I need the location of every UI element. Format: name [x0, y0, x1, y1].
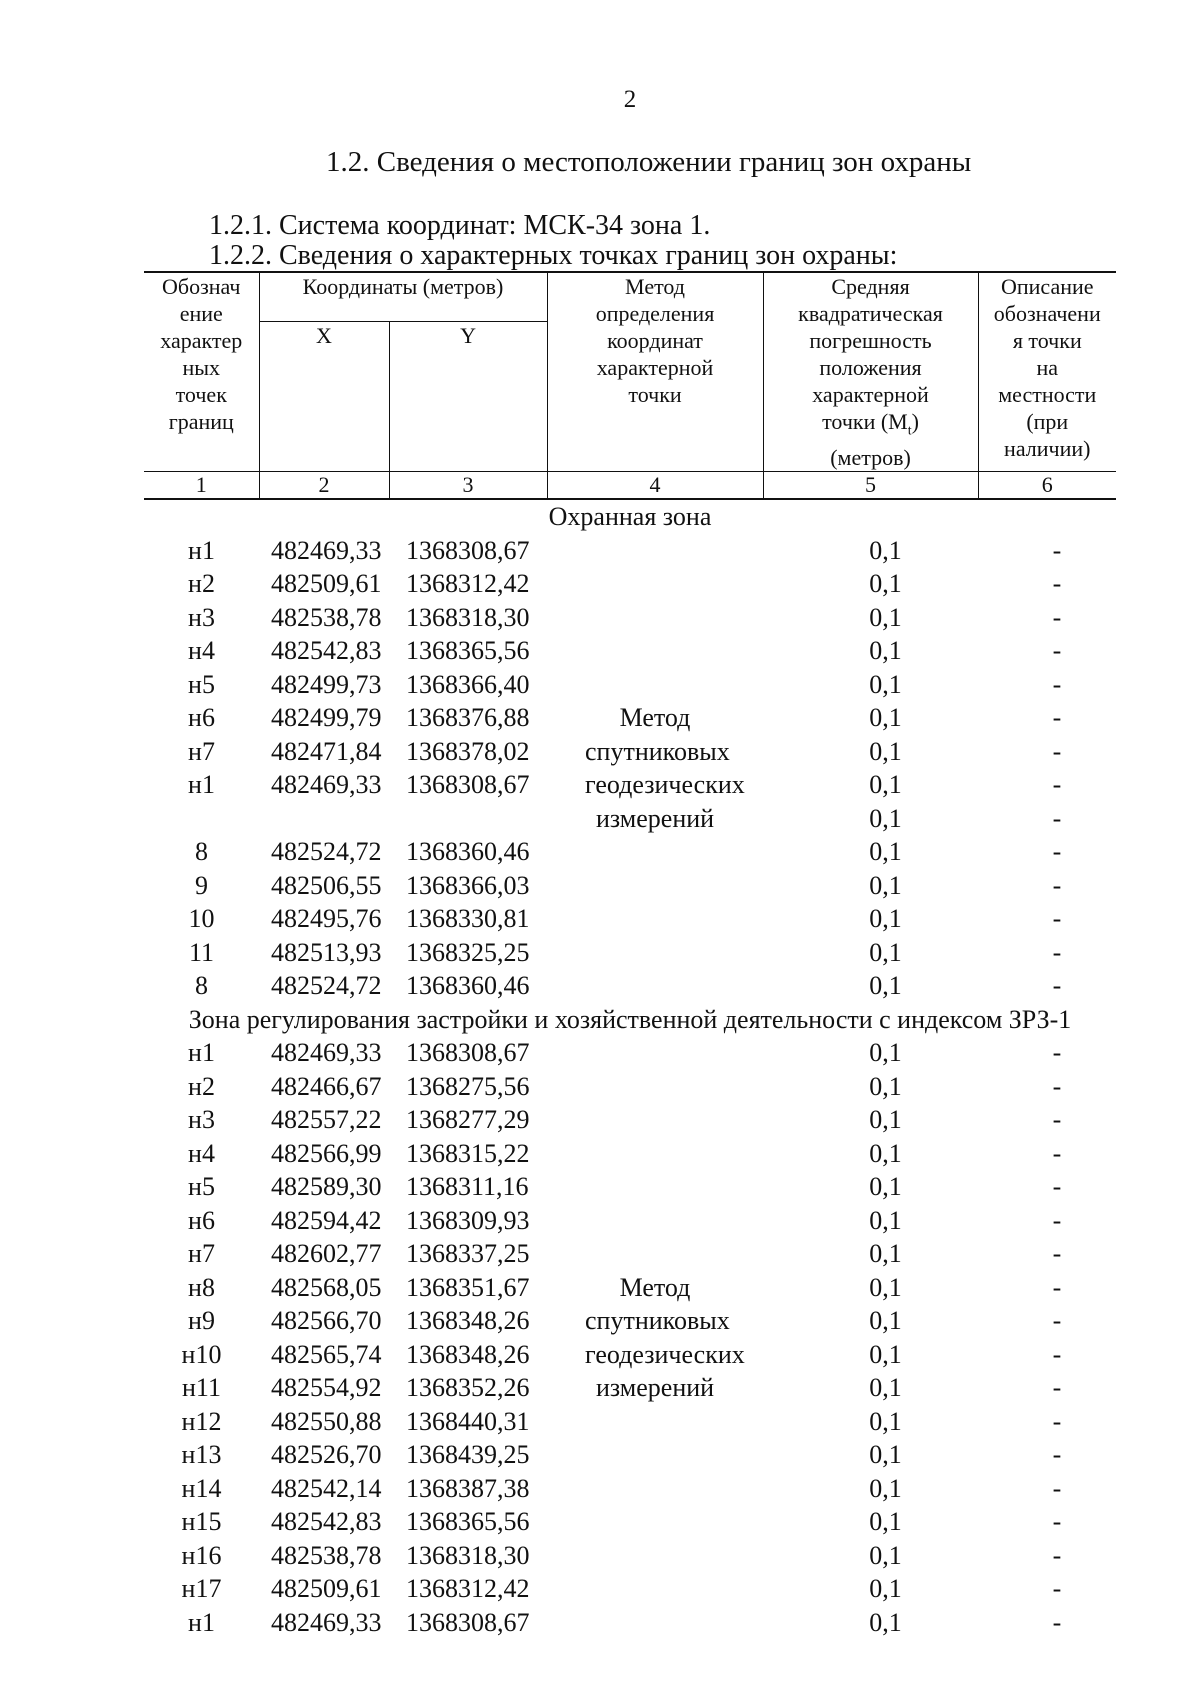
- column-numbers-row: [144, 472, 1116, 500]
- coord-x: 482499,73: [271, 669, 382, 699]
- accuracy-value: 0,1: [869, 971, 902, 1001]
- description-value: -: [1052, 1406, 1062, 1436]
- coord-x: 482589,30: [271, 1172, 382, 1202]
- coord-y: 1368440,31: [406, 1406, 530, 1436]
- coord-y: 1368311,16: [406, 1172, 529, 1202]
- coord-y: 1368325,25: [406, 937, 530, 967]
- accuracy-value: 0,1: [869, 1306, 902, 1336]
- description-value: -: [1052, 1105, 1062, 1135]
- accuracy-value: 0,1: [869, 1272, 902, 1302]
- coord-x: 482499,79: [271, 703, 382, 733]
- coord-y: 1368312,42: [406, 569, 530, 599]
- coord-y: 1368309,93: [406, 1205, 530, 1235]
- description-value: -: [1052, 770, 1062, 800]
- description-value: -: [1052, 602, 1062, 632]
- accuracy-value: 0,1: [869, 1373, 902, 1403]
- accuracy-value: 0,1: [869, 1607, 902, 1637]
- description-value: -: [1052, 937, 1062, 967]
- description-value: -: [1052, 803, 1062, 833]
- description-value: -: [1052, 1306, 1062, 1336]
- description-value: -: [1052, 636, 1062, 666]
- point-id: 10: [188, 904, 215, 934]
- boundary-points-table: [144, 271, 1116, 1639]
- point-id: 8: [195, 837, 208, 867]
- header-coordinates: Координаты (метров): [259, 272, 547, 322]
- coord-y: 1368318,30: [406, 1540, 530, 1570]
- coord-y: 1368275,56: [406, 1071, 530, 1101]
- header-point-designation: Обознач ение характер ных точек границ: [144, 272, 259, 472]
- coord-x: 482542,83: [271, 636, 382, 666]
- accuracy-value: 0,1: [869, 837, 902, 867]
- accuracy-value: 0,1: [869, 569, 902, 599]
- coord-x: 482469,33: [271, 1038, 382, 1068]
- description-value: -: [1052, 1339, 1062, 1369]
- coord-y: 1368308,67: [406, 1038, 530, 1068]
- point-id: н10: [181, 1339, 222, 1369]
- coord-y: 1368351,67: [406, 1272, 530, 1302]
- point-id: 9: [195, 870, 208, 900]
- accuracy-value: 0,1: [869, 1172, 902, 1202]
- description-value: -: [1052, 1574, 1062, 1604]
- accuracy-value: 0,1: [869, 669, 902, 699]
- coord-x: 482513,93: [271, 937, 382, 967]
- description-value: -: [1052, 1373, 1062, 1403]
- point-id: н2: [188, 1071, 215, 1101]
- accuracy-value: 0,1: [869, 535, 902, 565]
- section-title-row: [144, 1003, 1116, 1037]
- point-id: 8: [195, 971, 208, 1001]
- point-id: н7: [188, 736, 215, 766]
- point-id: н6: [188, 703, 215, 733]
- description-value: -: [1052, 1272, 1062, 1302]
- point-id: 11: [188, 937, 215, 967]
- coord-y: 1368277,29: [406, 1105, 530, 1135]
- coord-y: 1368387,38: [406, 1473, 530, 1503]
- point-id: н9: [188, 1306, 215, 1336]
- point-id: н3: [188, 1105, 215, 1135]
- point-id: н1: [188, 770, 215, 800]
- coord-x: 482471,84: [271, 736, 382, 766]
- coord-y: 1368348,26: [406, 1339, 530, 1369]
- coord-x: 482526,70: [271, 1440, 382, 1470]
- coord-x: 482469,33: [271, 1607, 382, 1637]
- accuracy-value: 0,1: [869, 1339, 902, 1369]
- point-id: н4: [188, 1138, 215, 1168]
- coord-system-line: 1.2.1. Система координат: МСК-34 зона 1.: [209, 210, 711, 241]
- coord-y: 1368315,22: [406, 1138, 530, 1168]
- accuracy-value: 0,1: [869, 803, 902, 833]
- coord-y: 1368308,67: [406, 770, 530, 800]
- coord-y: [389, 802, 547, 836]
- header-description: Описание обозначени я точки на местности (при наличии): [978, 272, 1116, 472]
- description-value: -: [1052, 669, 1062, 699]
- description-value: -: [1052, 1607, 1062, 1637]
- accuracy-value: 0,1: [869, 636, 902, 666]
- method-cell: Метод спутниковых геодезических измерений: [585, 1272, 745, 1403]
- point-id: н17: [181, 1574, 222, 1604]
- description-value: -: [1052, 736, 1062, 766]
- accuracy-value: 0,1: [869, 1038, 902, 1068]
- coord-x: 482466,67: [271, 1071, 382, 1101]
- coord-y: 1368308,67: [406, 1607, 530, 1637]
- point-id: н7: [188, 1239, 215, 1269]
- coord-x: 482594,42: [271, 1205, 382, 1235]
- description-value: -: [1052, 1540, 1062, 1570]
- coord-y: 1368360,46: [406, 837, 530, 867]
- coord-y: 1368366,40: [406, 669, 530, 699]
- point-id: н4: [188, 636, 215, 666]
- col-number: 2: [259, 472, 389, 500]
- table-row: [144, 534, 1116, 568]
- coord-x: 482565,74: [271, 1339, 382, 1369]
- col-number: 5: [763, 472, 978, 500]
- description-value: -: [1052, 1071, 1062, 1101]
- point-id: н1: [188, 535, 215, 565]
- accuracy-value: 0,1: [869, 602, 902, 632]
- page-number: 2: [623, 86, 637, 113]
- description-value: -: [1052, 1172, 1062, 1202]
- accuracy-value: 0,1: [869, 1239, 902, 1269]
- coord-y: 1368352,26: [406, 1373, 530, 1403]
- point-id: н11: [182, 1373, 221, 1403]
- description-value: -: [1052, 1507, 1062, 1537]
- accuracy-value: 0,1: [869, 1205, 902, 1235]
- description-value: -: [1052, 971, 1062, 1001]
- coord-x: 482566,70: [271, 1306, 382, 1336]
- accuracy-value: 0,1: [869, 1440, 902, 1470]
- point-id: н8: [188, 1272, 215, 1302]
- coord-x: 482550,88: [271, 1406, 382, 1436]
- coord-x: 482524,72: [271, 971, 382, 1001]
- coord-y: 1368365,56: [406, 636, 530, 666]
- description-value: -: [1052, 1038, 1062, 1068]
- col-number: 4: [547, 472, 763, 500]
- section-title-row: [144, 499, 1116, 534]
- accuracy-value: 0,1: [869, 904, 902, 934]
- accuracy-value: 0,1: [869, 1071, 902, 1101]
- point-id: н15: [181, 1507, 222, 1537]
- point-id: н5: [188, 669, 215, 699]
- accuracy-value: 0,1: [869, 1105, 902, 1135]
- coord-x: 482538,78: [271, 1540, 382, 1570]
- coord-x: 482469,33: [271, 770, 382, 800]
- coord-y: 1368312,42: [406, 1574, 530, 1604]
- coord-x: 482495,76: [271, 904, 382, 934]
- coord-x: 482538,78: [271, 602, 382, 632]
- col-number: 6: [978, 472, 1116, 500]
- accuracy-value: 0,1: [869, 703, 902, 733]
- col-number: 3: [389, 472, 547, 500]
- description-value: -: [1052, 904, 1062, 934]
- header-accuracy: Средняя квадратическая погрешность положения характерной точки $(M_t)$ (метров): [763, 272, 978, 472]
- coord-y: 1368348,26: [406, 1306, 530, 1336]
- point-id: н16: [181, 1540, 222, 1570]
- coord-y: 1368378,02: [406, 736, 530, 766]
- point-id: н5: [188, 1172, 215, 1202]
- coord-x: [259, 802, 389, 836]
- coord-y: 1368337,25: [406, 1239, 530, 1269]
- points-heading: 1.2.2. Сведения о характерных точках границ зон охраны:: [209, 240, 898, 271]
- coord-y: 1368366,03: [406, 870, 530, 900]
- point-id: н2: [188, 569, 215, 599]
- description-value: -: [1052, 870, 1062, 900]
- accuracy-value: 0,1: [869, 1540, 902, 1570]
- coord-x: 482554,92: [271, 1373, 382, 1403]
- method-cell: Метод спутниковых геодезических измерений: [585, 703, 745, 833]
- coord-x: 482557,22: [271, 1105, 382, 1135]
- point-id: н14: [181, 1473, 222, 1503]
- header-y: Y: [389, 322, 547, 472]
- coord-x: 482568,05: [271, 1272, 382, 1302]
- coord-x: 482509,61: [271, 1574, 382, 1604]
- accuracy-value: 0,1: [869, 1138, 902, 1168]
- point-id: н1: [188, 1038, 215, 1068]
- point-id: н1: [188, 1607, 215, 1637]
- point-id: н3: [188, 602, 215, 632]
- accuracy-value: 0,1: [869, 736, 902, 766]
- coord-x: 482469,33: [271, 535, 382, 565]
- accuracy-value: 0,1: [869, 770, 902, 800]
- coord-y: 1368318,30: [406, 602, 530, 632]
- coord-y: 1368439,25: [406, 1440, 530, 1470]
- description-value: -: [1052, 1239, 1062, 1269]
- point-id: н13: [181, 1440, 222, 1470]
- zone-title: Зона регулирования застройки и хозяйственной деятельности с индексом ЗРЗ-1: [188, 1004, 1072, 1034]
- accuracy-value: 0,1: [869, 1406, 902, 1436]
- coord-y: 1368308,67: [406, 535, 530, 565]
- coord-x: 482542,83: [271, 1507, 382, 1537]
- coord-x: 482524,72: [271, 837, 382, 867]
- coord-x: 482566,99: [271, 1138, 382, 1168]
- coord-y: 1368330,81: [406, 904, 530, 934]
- description-value: -: [1052, 1205, 1062, 1235]
- coord-y: 1368376,88: [406, 703, 530, 733]
- coord-y: 1368360,46: [406, 971, 530, 1001]
- accuracy-value: 0,1: [869, 870, 902, 900]
- accuracy-value: 0,1: [869, 937, 902, 967]
- accuracy-value: 0,1: [869, 1507, 902, 1537]
- point-id: н6: [188, 1205, 215, 1235]
- description-value: -: [1052, 1440, 1062, 1470]
- description-value: -: [1052, 703, 1062, 733]
- description-value: -: [1052, 535, 1062, 565]
- accuracy-value: 0,1: [869, 1473, 902, 1503]
- table-row: [144, 1036, 1116, 1070]
- coord-x: 482506,55: [271, 870, 382, 900]
- accuracy-value: 0,1: [869, 1574, 902, 1604]
- description-value: -: [1052, 1473, 1062, 1503]
- coord-x: 482542,14: [271, 1473, 382, 1503]
- point-id: [144, 802, 259, 836]
- col-number: 1: [144, 472, 259, 500]
- header-x: X: [259, 322, 389, 472]
- section-title: 1.2. Сведения о местоположении границ зон охраны: [326, 146, 972, 178]
- description-value: -: [1052, 837, 1062, 867]
- coord-x: 482602,77: [271, 1239, 382, 1269]
- coord-x: 482509,61: [271, 569, 382, 599]
- zone-title: Охранная зона: [548, 502, 712, 532]
- coord-y: 1368365,56: [406, 1507, 530, 1537]
- header-method: Метод определения координат характерной точки: [547, 272, 763, 472]
- description-value: -: [1052, 569, 1062, 599]
- description-value: -: [1052, 1138, 1062, 1168]
- point-id: н12: [181, 1406, 222, 1436]
